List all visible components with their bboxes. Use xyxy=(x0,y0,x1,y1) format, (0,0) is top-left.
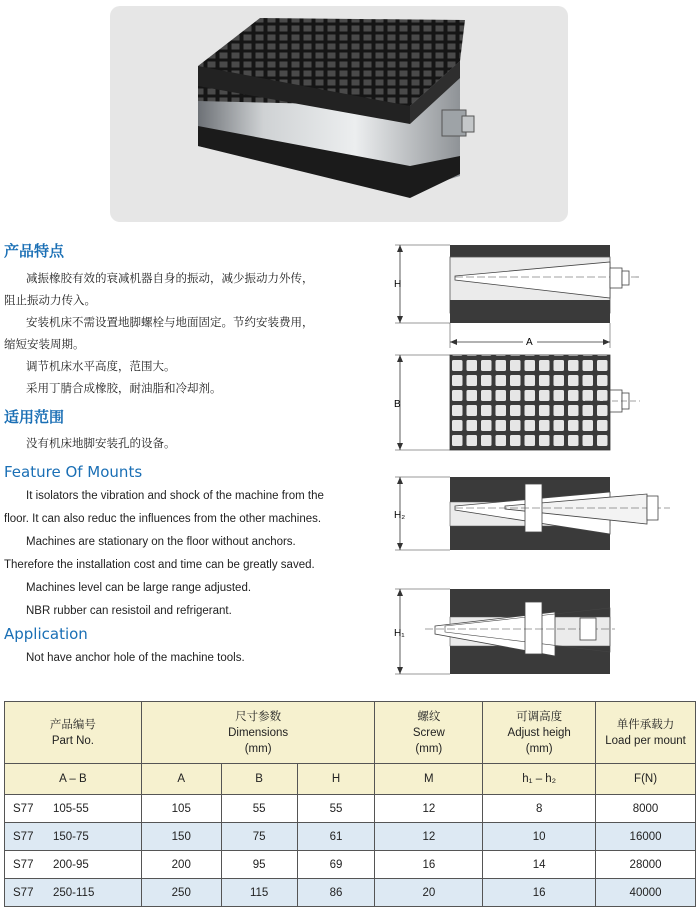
dim-label-h2: H₂ xyxy=(394,510,406,521)
table-row xyxy=(5,795,696,823)
cell-m: 16 xyxy=(375,851,483,879)
cell-adjust: 10 xyxy=(483,823,596,851)
specs-table xyxy=(4,701,696,907)
application-zh-heading: 适用范围 xyxy=(4,408,65,426)
subheader-cell: A xyxy=(141,764,221,795)
features-en-heading: Feature Of Mounts xyxy=(4,463,143,481)
table-row xyxy=(5,823,696,851)
features-zh-line: 阻止振动力传入。 xyxy=(4,293,96,307)
cell-adjust: 14 xyxy=(483,851,596,879)
cell-m: 20 xyxy=(375,879,483,907)
cell-a: 200 xyxy=(141,851,221,879)
features-en-line: Machines are stationary on the floor without anchors. xyxy=(26,536,296,548)
model-cell: S77 150-75 xyxy=(5,823,142,851)
table-subheader-row xyxy=(5,764,696,795)
top-view-diagram xyxy=(385,352,675,456)
cell-b: 75 xyxy=(221,823,297,851)
subheader-cell: h₁ – h₂ xyxy=(483,764,596,795)
subheader-cell: H xyxy=(297,764,375,795)
side-view-diagram xyxy=(385,240,675,352)
table-header-row xyxy=(5,702,696,764)
cell-load: 8000 xyxy=(596,795,696,823)
dim-label-h1: H₁ xyxy=(394,628,405,639)
features-en-line: Machines level can be large range adjusted. xyxy=(26,582,252,594)
cell-a: 105 xyxy=(141,795,221,823)
product-photo-frame xyxy=(110,6,568,222)
model-cell: S77 200-95 xyxy=(5,851,142,879)
application-en-heading: Application xyxy=(4,625,88,643)
dim-label-a: A xyxy=(526,337,533,348)
subheader-cell: F(N) xyxy=(596,764,696,795)
dim-label-h: H xyxy=(394,279,402,290)
subheader-cell: M xyxy=(375,764,483,795)
header-screw: 螺纹 Screw (mm) xyxy=(375,702,483,764)
features-zh-line: 采用丁腈合成橡胶，耐油脂和冷却剂。 xyxy=(26,381,222,395)
dim-label-b: B xyxy=(394,399,401,410)
features-en-line: floor. It can also reduc the influences from the other machines. xyxy=(4,513,322,525)
table-row xyxy=(5,851,696,879)
cell-m: 12 xyxy=(375,795,483,823)
subheader-cell: A – B xyxy=(5,764,142,795)
model-cell: S77 105-55 xyxy=(5,795,142,823)
header-load: 单件承载力 Load per mount xyxy=(596,702,696,764)
section-diagram-min xyxy=(385,474,675,554)
features-en-line: It isolators the vibration and shock of the machine from the xyxy=(26,490,324,502)
cell-b: 115 xyxy=(221,879,297,907)
cell-h: 69 xyxy=(297,851,375,879)
product-photo xyxy=(110,6,568,222)
cell-b: 55 xyxy=(221,795,297,823)
features-en-line: Therefore the installation cost and time can be greatly saved. xyxy=(4,559,315,571)
cell-load: 16000 xyxy=(596,823,696,851)
features-zh-line: 调节机床水平高度，范围大。 xyxy=(26,359,176,373)
subheader-cell: B xyxy=(221,764,297,795)
features-zh-heading: 产品特点 xyxy=(4,242,65,260)
section-diagram-max xyxy=(385,584,675,678)
application-en-text: Not have anchor hole of the machine tools. xyxy=(26,652,245,664)
application-zh-text: 没有机床地脚安装孔的设备。 xyxy=(26,436,176,450)
cell-a: 250 xyxy=(141,879,221,907)
header-part-no: 产品编号 Part No. xyxy=(5,702,142,764)
table-row xyxy=(5,879,696,907)
features-zh-line: 减振橡胶有效的衰减机器自身的振动，减少振动力外传， xyxy=(26,271,314,285)
features-zh-line: 安装机床不需设置地脚螺栓与地面固定。节约安装费用， xyxy=(26,315,314,329)
header-dimensions: 尺寸参数 Dimensions (mm) xyxy=(141,702,375,764)
cell-h: 86 xyxy=(297,879,375,907)
cell-h: 55 xyxy=(297,795,375,823)
cell-a: 150 xyxy=(141,823,221,851)
cell-m: 12 xyxy=(375,823,483,851)
cell-adjust: 16 xyxy=(483,879,596,907)
header-adjust-height: 可调高度 Adjust heigh (mm) xyxy=(483,702,596,764)
model-cell: S77 250-115 xyxy=(5,879,142,907)
cell-h: 61 xyxy=(297,823,375,851)
features-en-line: NBR rubber can resistoil and refrigerant. xyxy=(26,605,232,617)
cell-b: 95 xyxy=(221,851,297,879)
cell-adjust: 8 xyxy=(483,795,596,823)
features-zh-line: 缩短安装周期。 xyxy=(4,337,85,351)
cell-load: 40000 xyxy=(596,879,696,907)
cell-load: 28000 xyxy=(596,851,696,879)
